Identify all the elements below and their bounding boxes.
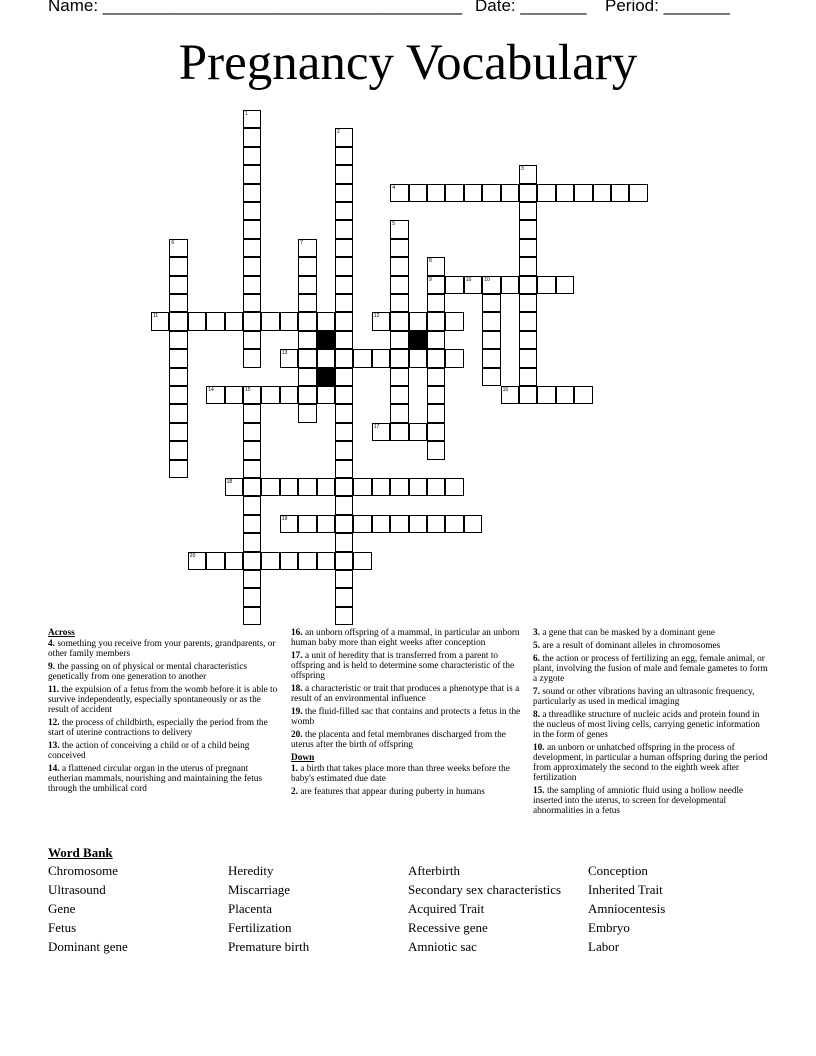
crossword-cell[interactable]	[169, 294, 187, 312]
crossword-cell[interactable]	[445, 312, 463, 330]
crossword-cell[interactable]	[243, 147, 261, 165]
clue-number: 2	[337, 129, 340, 136]
crossword-cell[interactable]	[335, 478, 353, 496]
crossword-cell[interactable]	[611, 184, 629, 202]
crossword-cell[interactable]	[261, 478, 279, 496]
word-bank-item: Secondary sex characteristics	[408, 882, 562, 897]
word-bank-item: Placenta	[228, 901, 273, 916]
crossword-cell[interactable]	[519, 220, 537, 238]
crossword-cell[interactable]	[519, 165, 537, 183]
crossword-cell[interactable]	[519, 202, 537, 220]
crossword-block	[317, 368, 335, 386]
clues-column-2	[291, 628, 521, 800]
crossword-cell[interactable]	[169, 386, 187, 404]
clue-number: 7	[300, 239, 303, 246]
crossword-cell[interactable]	[482, 368, 500, 386]
crossword-cell[interactable]	[243, 496, 261, 514]
crossword-cell[interactable]	[169, 368, 187, 386]
crossword-cell[interactable]	[335, 220, 353, 238]
crossword-cell[interactable]	[188, 312, 206, 330]
crossword-cell[interactable]	[169, 276, 187, 294]
crossword-cell[interactable]	[482, 184, 500, 202]
crossword-cell[interactable]	[169, 331, 187, 349]
crossword-cell[interactable]	[335, 441, 353, 459]
crossword-cell[interactable]	[243, 257, 261, 275]
crossword-cell[interactable]	[280, 478, 298, 496]
crossword-cell[interactable]	[482, 349, 500, 367]
crossword-cell[interactable]	[445, 515, 463, 533]
crossword-cell[interactable]	[556, 184, 574, 202]
crossword-cell[interactable]	[298, 349, 316, 367]
word-bank-item: Amniocentesis	[588, 901, 666, 916]
crossword-cell[interactable]	[409, 312, 427, 330]
crossword-cell[interactable]	[243, 533, 261, 551]
clue-across-16: 16. an unborn offspring of a mammal, in particular an unborn human baby more than eight weeks after conception	[291, 628, 520, 648]
page-title: Pregnancy Vocabulary	[178, 35, 638, 91]
word-bank-item: Fetus	[48, 920, 77, 935]
crossword-cell[interactable]	[519, 294, 537, 312]
clue-across-9: 9. the passing on of physical or mental characteristics genetically from one generation to another	[48, 662, 248, 682]
clue-across-13: 13. the action of conceiving a child or of a child being conceived	[48, 741, 250, 761]
clue-number: 10	[484, 276, 490, 283]
word-bank-item: Amniotic sac	[408, 939, 477, 954]
clues-column-3	[533, 628, 769, 819]
crossword-cell[interactable]	[427, 312, 445, 330]
crossword-cell[interactable]	[243, 404, 261, 422]
crossword-cell[interactable]	[298, 386, 316, 404]
clue-number: 8	[429, 258, 432, 265]
crossword-cell[interactable]	[519, 368, 537, 386]
crossword-cell[interactable]	[335, 386, 353, 404]
crossword-cell[interactable]	[445, 276, 463, 294]
crossword-cell[interactable]	[243, 110, 261, 128]
crossword-cell[interactable]	[280, 386, 298, 404]
crossword-cell[interactable]	[353, 515, 371, 533]
crossword-cell[interactable]	[335, 570, 353, 588]
crossword-cell[interactable]	[188, 552, 206, 570]
crossword-cell[interactable]	[280, 349, 298, 367]
clue-across-19: 19. the fluid-filled sac that contains and protects a fetus in the womb	[291, 707, 521, 727]
crossword-cell[interactable]	[390, 423, 408, 441]
crossword-cell[interactable]	[298, 276, 316, 294]
crossword-cell[interactable]	[353, 478, 371, 496]
crossword-cell[interactable]	[335, 496, 353, 514]
word-bank-item: Embryo	[588, 920, 630, 935]
crossword-cell[interactable]	[335, 276, 353, 294]
clue-across-4: 4. something you receive from your parents, grandparents, or other family members	[48, 639, 276, 659]
crossword-cell[interactable]	[482, 312, 500, 330]
crossword-cell[interactable]	[335, 147, 353, 165]
crossword-cell[interactable]	[243, 423, 261, 441]
crossword-cell[interactable]	[206, 552, 224, 570]
crossword-cell[interactable]	[243, 202, 261, 220]
word-bank-item: Heredity	[228, 863, 274, 878]
word-bank-item: Inherited Trait	[588, 882, 663, 897]
crossword-cell[interactable]	[427, 276, 445, 294]
crossword-cell[interactable]	[243, 552, 261, 570]
crossword-cell[interactable]	[243, 386, 261, 404]
crossword-cell[interactable]	[317, 386, 335, 404]
crossword-cell[interactable]	[298, 239, 316, 257]
clue-down-3: 3. a gene that can be masked by a dominant gene	[533, 628, 716, 638]
crossword-cell[interactable]	[427, 386, 445, 404]
crossword-cell[interactable]	[409, 184, 427, 202]
clue-number: 13	[281, 350, 288, 357]
clue-down-6: 6. the action or process of fertilizing an egg, female animal, or plant, involving the fusion of male and female gametes to form a zygote	[533, 654, 768, 684]
crossword-cell[interactable]	[261, 312, 279, 330]
word-bank-item: Dominant gene	[48, 939, 128, 954]
crossword-cell[interactable]	[298, 312, 316, 330]
word-bank-item: Gene	[48, 901, 76, 916]
crossword-cell[interactable]	[427, 257, 445, 275]
clue-across-12: 12. the process of childbirth, especially the period from the start of uterine contractions to delivery	[48, 718, 268, 738]
crossword-cell[interactable]	[556, 386, 574, 404]
name-field[interactable]: Name: ______________________________________	[48, 0, 463, 15]
crossword-cell[interactable]	[335, 239, 353, 257]
crossword-cell[interactable]	[206, 386, 224, 404]
crossword-cell[interactable]	[390, 386, 408, 404]
crossword-cell[interactable]	[280, 515, 298, 533]
period-field[interactable]: Period: _______	[605, 0, 730, 15]
clue-number: 12	[373, 313, 380, 320]
crossword-cell[interactable]	[519, 386, 537, 404]
across-heading: Across	[48, 628, 75, 638]
clue-across-18: 18. a characteristic or trait that produces a phenotype that is a result of an environmental influence	[291, 684, 520, 704]
crossword-cell[interactable]	[243, 312, 261, 330]
crossword-cell[interactable]	[390, 331, 408, 349]
crossword-cell[interactable]	[390, 368, 408, 386]
crossword-cell[interactable]	[390, 276, 408, 294]
crossword-cell[interactable]	[390, 349, 408, 367]
crossword-cell[interactable]	[243, 607, 261, 625]
crossword-cell[interactable]	[427, 184, 445, 202]
crossword-cell[interactable]	[353, 349, 371, 367]
crossword-cell[interactable]	[593, 184, 611, 202]
crossword-cell[interactable]	[317, 478, 335, 496]
crossword-cell[interactable]	[225, 312, 243, 330]
crossword-cell[interactable]	[243, 478, 261, 496]
crossword-cell[interactable]	[225, 478, 243, 496]
clue-down-5: 5. are a result of dominant alleles in chromosomes	[533, 641, 721, 651]
crossword-cell[interactable]	[390, 312, 408, 330]
crossword-cell[interactable]	[519, 312, 537, 330]
clue-across-11: 11. the expulsion of a fetus from the womb before it is able to survive independently, especially spontaneously or as the result of accident	[48, 685, 278, 715]
clue-number: 20	[189, 552, 196, 559]
clue-number: 11	[153, 313, 159, 320]
crossword-cell[interactable]	[280, 312, 298, 330]
crossword-cell[interactable]	[298, 552, 316, 570]
crossword-cell[interactable]	[225, 552, 243, 570]
crossword-cell[interactable]	[298, 331, 316, 349]
crossword-cell[interactable]	[574, 184, 592, 202]
word-bank	[48, 862, 788, 956]
crossword-cell[interactable]	[335, 184, 353, 202]
word-bank-item: Fertilization	[228, 920, 292, 935]
crossword-cell[interactable]	[537, 184, 555, 202]
crossword-cell[interactable]	[519, 239, 537, 257]
clue-number: 6	[171, 239, 175, 246]
crossword-cell[interactable]	[298, 368, 316, 386]
crossword-block	[317, 331, 335, 349]
clue-number: 1	[245, 111, 248, 117]
crossword-cell[interactable]	[445, 478, 463, 496]
crossword-cell[interactable]	[464, 515, 482, 533]
crossword-cell[interactable]	[390, 404, 408, 422]
crossword-cell[interactable]	[409, 423, 427, 441]
clue-down-15: 15. the sampling of amniotic fluid using a hollow needle inserted into the uterus, to screen for developmental abnormalities in a fetus	[533, 786, 744, 816]
word-bank-title: Word Bank	[48, 845, 113, 860]
crossword-cell[interactable]	[574, 386, 592, 404]
clue-across-20: 20. the placenta and fetal membranes discharged from the uterus after the birth of offspring	[291, 730, 506, 750]
crossword-cell[interactable]	[445, 184, 463, 202]
word-bank-item: Acquired Trait	[408, 901, 485, 916]
clue-number: 4	[392, 184, 395, 191]
crossword-cell[interactable]	[501, 386, 519, 404]
crossword-cell[interactable]	[409, 478, 427, 496]
clue-number: 16	[502, 387, 509, 393]
crossword-cell[interactable]	[427, 349, 445, 367]
crossword-cell[interactable]	[501, 184, 519, 202]
crossword-cell[interactable]	[243, 588, 261, 606]
crossword-cell[interactable]	[390, 220, 408, 238]
crossword-cell[interactable]	[169, 312, 187, 330]
crossword-cell[interactable]	[519, 184, 537, 202]
crossword-cell[interactable]	[317, 552, 335, 570]
crossword-cell[interactable]	[317, 349, 335, 367]
clue-down-2: 2. are features that appear during puberty in humans	[291, 787, 485, 797]
crossword-cell[interactable]	[353, 552, 371, 570]
crossword-cell[interactable]	[243, 460, 261, 478]
clue-number: 9	[429, 276, 432, 283]
crossword-cell[interactable]	[482, 276, 500, 294]
crossword-cell[interactable]	[335, 312, 353, 330]
crossword-cell[interactable]	[335, 423, 353, 441]
crossword-cell[interactable]	[243, 294, 261, 312]
crossword-cell[interactable]	[298, 515, 316, 533]
clue-number: 14	[208, 387, 214, 393]
crossword-cell[interactable]	[243, 276, 261, 294]
crossword-cell[interactable]	[427, 331, 445, 349]
crossword-cell[interactable]	[243, 184, 261, 202]
crossword-cell[interactable]	[151, 312, 169, 330]
crossword-cell[interactable]	[335, 349, 353, 367]
clue-across-17: 17. a unit of heredity that is transferred from a parent to offspring and is held to determine some characteristic of the offspring	[291, 651, 515, 681]
crossword-cell[interactable]	[335, 515, 353, 533]
word-bank-item: Conception	[588, 863, 648, 878]
crossword-cell[interactable]	[335, 460, 353, 478]
crossword-cell[interactable]	[519, 257, 537, 275]
crossword-cell[interactable]	[243, 441, 261, 459]
crossword-cell[interactable]	[243, 570, 261, 588]
crossword-cell[interactable]	[519, 331, 537, 349]
word-bank-item: Afterbirth	[408, 863, 460, 878]
crossword-cell[interactable]	[335, 165, 353, 183]
down-heading: Down	[291, 753, 315, 763]
crossword-cell[interactable]	[169, 404, 187, 422]
crossword-cell[interactable]	[243, 239, 261, 257]
crossword-cell[interactable]	[464, 276, 482, 294]
clue-number: 17	[373, 423, 380, 430]
crossword-cell[interactable]	[372, 515, 390, 533]
crossword-cell[interactable]	[427, 515, 445, 533]
clues-column-1	[48, 628, 278, 797]
crossword-cell[interactable]	[243, 331, 261, 349]
crossword-cell[interactable]	[335, 202, 353, 220]
crossword-cell[interactable]	[537, 386, 555, 404]
crossword-cell[interactable]	[298, 478, 316, 496]
crossword-cell[interactable]	[169, 239, 187, 257]
crossword-cell[interactable]	[390, 184, 408, 202]
crossword-cell[interactable]	[169, 423, 187, 441]
crossword-cell[interactable]	[298, 257, 316, 275]
crossword-cell[interactable]	[482, 294, 500, 312]
word-bank-item: Miscarriage	[228, 882, 291, 897]
crossword-cell[interactable]	[317, 515, 335, 533]
clue-down-10: 10. an unborn or unhatched offspring in the process of development, in particular a human offspring during the period from approximately the second to the eighth week after fertilization	[533, 743, 768, 783]
crossword-cell[interactable]	[629, 184, 647, 202]
crossword-cell[interactable]	[298, 294, 316, 312]
crossword-cell[interactable]	[390, 478, 408, 496]
crossword-cell[interactable]	[519, 349, 537, 367]
crossword-cell[interactable]	[169, 257, 187, 275]
crossword-cell[interactable]	[206, 312, 224, 330]
crossword-cell[interactable]	[335, 331, 353, 349]
clue-number: 18	[226, 479, 233, 485]
clue-number: 5	[392, 221, 395, 228]
crossword-cell[interactable]	[427, 368, 445, 386]
crossword-cell[interactable]	[225, 386, 243, 404]
crossword-cell[interactable]	[372, 423, 390, 441]
clue-down-8: 8. a threadlike structure of nucleic acids and protein found in the nucleus of most living cells, carrying genetic information in the form of genes	[533, 710, 760, 740]
crossword-cell[interactable]	[537, 276, 555, 294]
word-bank-item: Chromosome	[48, 863, 119, 878]
crossword-cell[interactable]	[335, 257, 353, 275]
crossword-cell[interactable]	[335, 607, 353, 625]
crossword-cell[interactable]	[243, 220, 261, 238]
crossword-cell[interactable]	[409, 515, 427, 533]
crossword-cell[interactable]	[501, 276, 519, 294]
clue-number: 3	[521, 166, 524, 173]
crossword-cell[interactable]	[335, 294, 353, 312]
crossword-cell[interactable]	[335, 588, 353, 606]
crossword-cell[interactable]	[317, 312, 335, 330]
clue-across-14: 14. a flattened circular organ in the uterus of pregnant eutherian mammals, nourishing and maintaining the fetus through the umbilical cord	[48, 764, 263, 794]
crossword-cell[interactable]	[390, 294, 408, 312]
crossword-cell[interactable]	[390, 257, 408, 275]
crossword-cell[interactable]	[519, 276, 537, 294]
crossword-cell[interactable]	[261, 552, 279, 570]
clue-number: 10	[465, 276, 472, 283]
crossword-cell[interactable]	[243, 515, 261, 533]
crossword-cell[interactable]	[427, 478, 445, 496]
crossword-cell[interactable]	[372, 349, 390, 367]
crossword-cell[interactable]	[390, 239, 408, 257]
crossword-cell[interactable]	[298, 404, 316, 422]
crossword-cell[interactable]	[243, 128, 261, 146]
word-bank-item: Ultrasound	[48, 882, 106, 897]
crossword-cell[interactable]	[243, 349, 261, 367]
crossword-block	[409, 331, 427, 349]
crossword-cell[interactable]	[482, 331, 500, 349]
crossword-cell[interactable]	[169, 349, 187, 367]
crossword-cell[interactable]	[335, 128, 353, 146]
clue-down-1: 1. a birth that takes place more than three weeks before the baby's estimated due date	[291, 764, 510, 784]
crossword-cell[interactable]	[169, 441, 187, 459]
word-bank-item: Premature birth	[228, 939, 310, 954]
word-bank-item: Recessive gene	[408, 920, 488, 935]
crossword-cell[interactable]	[427, 404, 445, 422]
crossword-cell[interactable]	[335, 552, 353, 570]
crossword-cell[interactable]	[390, 515, 408, 533]
crossword-cell[interactable]	[335, 533, 353, 551]
crossword-cell[interactable]	[335, 368, 353, 386]
crossword-cell[interactable]	[464, 184, 482, 202]
crossword-cell[interactable]	[445, 349, 463, 367]
crossword-cell[interactable]	[556, 276, 574, 294]
crossword-cell[interactable]	[169, 460, 187, 478]
clue-number: 15	[245, 387, 251, 393]
crossword-cell[interactable]	[372, 312, 390, 330]
crossword-cell[interactable]	[261, 386, 279, 404]
word-bank-item: Labor	[588, 939, 620, 954]
crossword-cell[interactable]	[427, 423, 445, 441]
crossword-cell[interactable]	[427, 294, 445, 312]
date-field[interactable]: Date: _______	[475, 0, 587, 15]
crossword-cell[interactable]	[335, 404, 353, 422]
crossword-cell[interactable]	[372, 478, 390, 496]
crossword-cell[interactable]	[243, 165, 261, 183]
crossword-cell[interactable]	[280, 552, 298, 570]
crossword-cell[interactable]	[427, 441, 445, 459]
clue-number: 19	[281, 515, 288, 522]
clue-down-7: 7. sound or other vibrations having an ultrasonic frequency, particularly as used in medical imaging	[533, 687, 755, 707]
crossword-cell[interactable]	[409, 349, 427, 367]
